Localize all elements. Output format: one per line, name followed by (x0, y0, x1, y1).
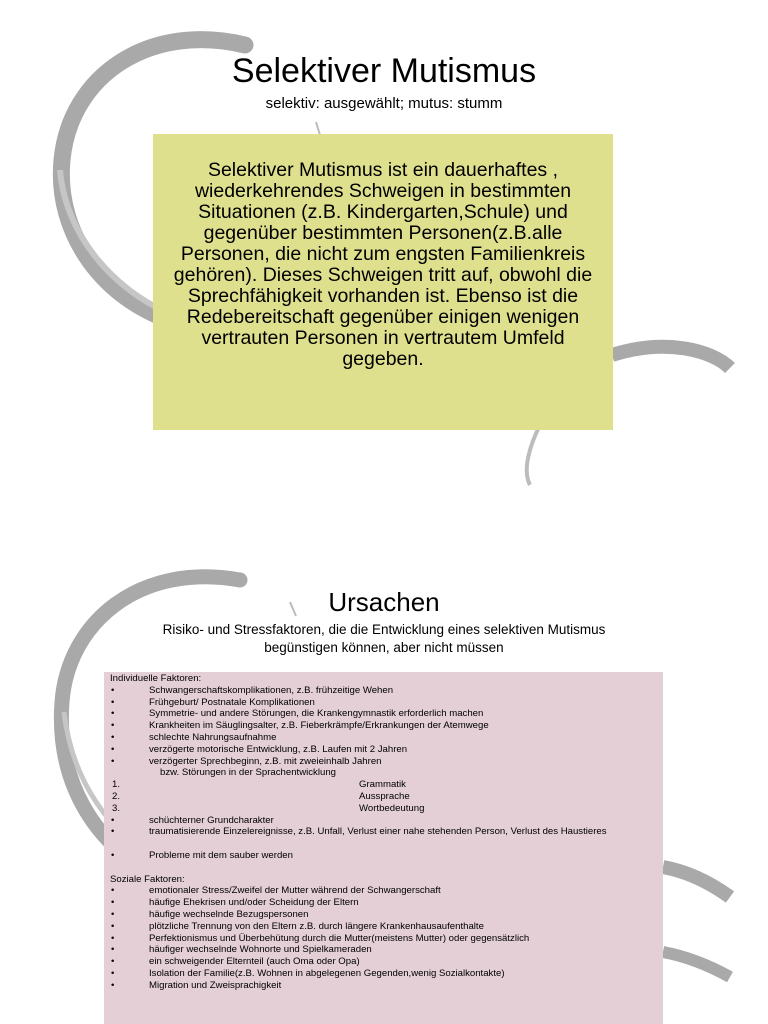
list-item-text: Krankheiten im Säuglingsalter, z.B. Fieberkrämpfe/Erkrankungen der Atemwege (149, 720, 489, 732)
numbered-item-number: 2. (112, 790, 121, 802)
numbered-item-text: Wortbedeutung (359, 802, 425, 814)
numbered-item-number: 3. (112, 802, 121, 814)
list-item-text: Isolation der Familie(z.B. Wohnen in abgelegenen Gegenden,wenig Sozialkontakte) (149, 967, 505, 979)
list-item-text: emotionaler Stress/Zweifel der Mutter während der Schwangerschaft (149, 885, 441, 897)
bullet-icon: • (111, 920, 115, 932)
list-item (104, 944, 663, 956)
page-subtitle: selektiv: ausgewählt; mutus: stumm (265, 95, 503, 112)
bullet-icon: • (111, 720, 115, 732)
bullet-icon: • (111, 908, 115, 920)
bullet-icon: • (111, 755, 115, 767)
section-subtitle: Risiko- und Stressfaktoren, die die Entwicklung eines selektiven Mutismus begünstigen können, aber nicht müssen (162, 622, 606, 655)
bullet-icon: • (111, 743, 115, 755)
list-item-text: schüchterner Grundcharakter (149, 814, 274, 826)
bullet-icon: • (111, 897, 115, 909)
list-item (104, 732, 663, 744)
spacer (104, 862, 663, 874)
list-item (104, 708, 663, 720)
list-item (104, 850, 663, 862)
bullet-icon: • (111, 826, 115, 838)
list-item-text: plötzliche Trennung von den Eltern z.B. durch längere Krankenhausaufenthalte (149, 920, 484, 932)
list-item-text: Schwangerschaftskomplikationen, z.B. frühzeitige Wehen (149, 684, 394, 696)
definition-text: Selektiver Mutismus ist ein dauerhaftes , wiederkehrendes Schweigen in bestimmten Situationen (z.B. Kindergarten,Schule) und gegenüber bestimmten Personen(z.B.alle Personen, die nicht zum engsten Familienkreis gehören). Dieses Schweigen tritt auf, obwohl die Sprechfähigkeit vorhanden ist. Ebenso ist die Redebereitschaft gegenüber einigen wenigen vertrauten Personen in vertrautem Umfeld gegeben. (173, 159, 593, 370)
list-item-text: Perfektionismus und Überbehütung durch die Mutter(meistens Mutter) oder gegensätzlich (149, 932, 530, 944)
list-item (104, 826, 663, 850)
list-item (104, 815, 663, 827)
bullet-icon: • (111, 731, 115, 743)
list-item-text: Migration und Zweisprachigkeit (149, 979, 282, 991)
bullet-icon: • (111, 849, 115, 861)
bullet-icon: • (111, 814, 115, 826)
list-item (104, 921, 663, 933)
list-item-text: traumatisierende Einzelereignisse, z.B. Unfall, Verlust einer nahe stehenden Person, Verlust des Haustieres (149, 826, 607, 838)
bullet-icon: • (111, 944, 115, 956)
bullet-icon: • (111, 708, 115, 720)
numbered-item (104, 779, 663, 791)
list-item (104, 980, 663, 992)
numbered-item-number: 1. (112, 779, 121, 791)
list-item (104, 885, 663, 897)
list-item (104, 756, 663, 768)
bullet-icon: • (111, 932, 115, 944)
individual-factors-heading: Individuelle Faktoren: (110, 673, 202, 684)
page-title: Selektiver Mutismus (231, 52, 537, 90)
bullet-icon: • (111, 885, 115, 897)
list-item (104, 744, 663, 756)
speech-disorders-line: bzw. Störungen in der Sprachentwicklung (160, 767, 336, 779)
list-item (104, 697, 663, 709)
numbered-item (104, 803, 663, 815)
list-item-text: Symmetrie- und andere Störungen, die Krankengymnastik erforderlich machen (149, 708, 484, 720)
list-item-text: verzögerter Sprechbeginn, z.B. mit zweieinhalb Jahren (149, 755, 382, 767)
numbered-item-text: Aussprache (359, 790, 410, 802)
list-item-text: schlechte Nahrungsaufnahme (149, 731, 277, 743)
list-item-text: verzögerte motorische Entwicklung, z.B. Laufen mit 2 Jahren (149, 743, 408, 755)
list-item (104, 956, 663, 968)
definition-box (153, 134, 613, 430)
bullet-icon: • (111, 979, 115, 991)
list-item (104, 720, 663, 732)
list-item-text: häufige wechselnde Bezugspersonen (149, 908, 309, 920)
bullet-icon: • (111, 967, 115, 979)
list-item (104, 933, 663, 945)
social-factors-heading: Soziale Faktoren: (110, 873, 185, 885)
list-item (104, 909, 663, 921)
list-item-text: häufige Ehekrisen und/oder Scheidung der Eltern (149, 897, 359, 909)
section-title: Ursachen (328, 587, 440, 617)
bullet-icon: • (111, 696, 115, 708)
list-item-text: häufiger wechselnde Wohnorte und Spielkameraden (149, 944, 372, 956)
bullet-icon: • (111, 684, 115, 696)
slide-causes (0, 512, 768, 1024)
numbered-item (104, 791, 663, 803)
factors-box (104, 672, 663, 1024)
list-item (104, 685, 663, 697)
list-item-text: Probleme mit dem sauber werden (149, 849, 293, 861)
list-item-text: ein schweigender Elternteil (auch Oma oder Opa) (149, 956, 360, 968)
numbered-item-text: Grammatik (359, 779, 406, 791)
list-item (104, 897, 663, 909)
list-item-text: Frühgeburt/ Postnatale Komplikationen (149, 696, 315, 708)
list-item (104, 968, 663, 980)
bullet-icon: • (111, 956, 115, 968)
